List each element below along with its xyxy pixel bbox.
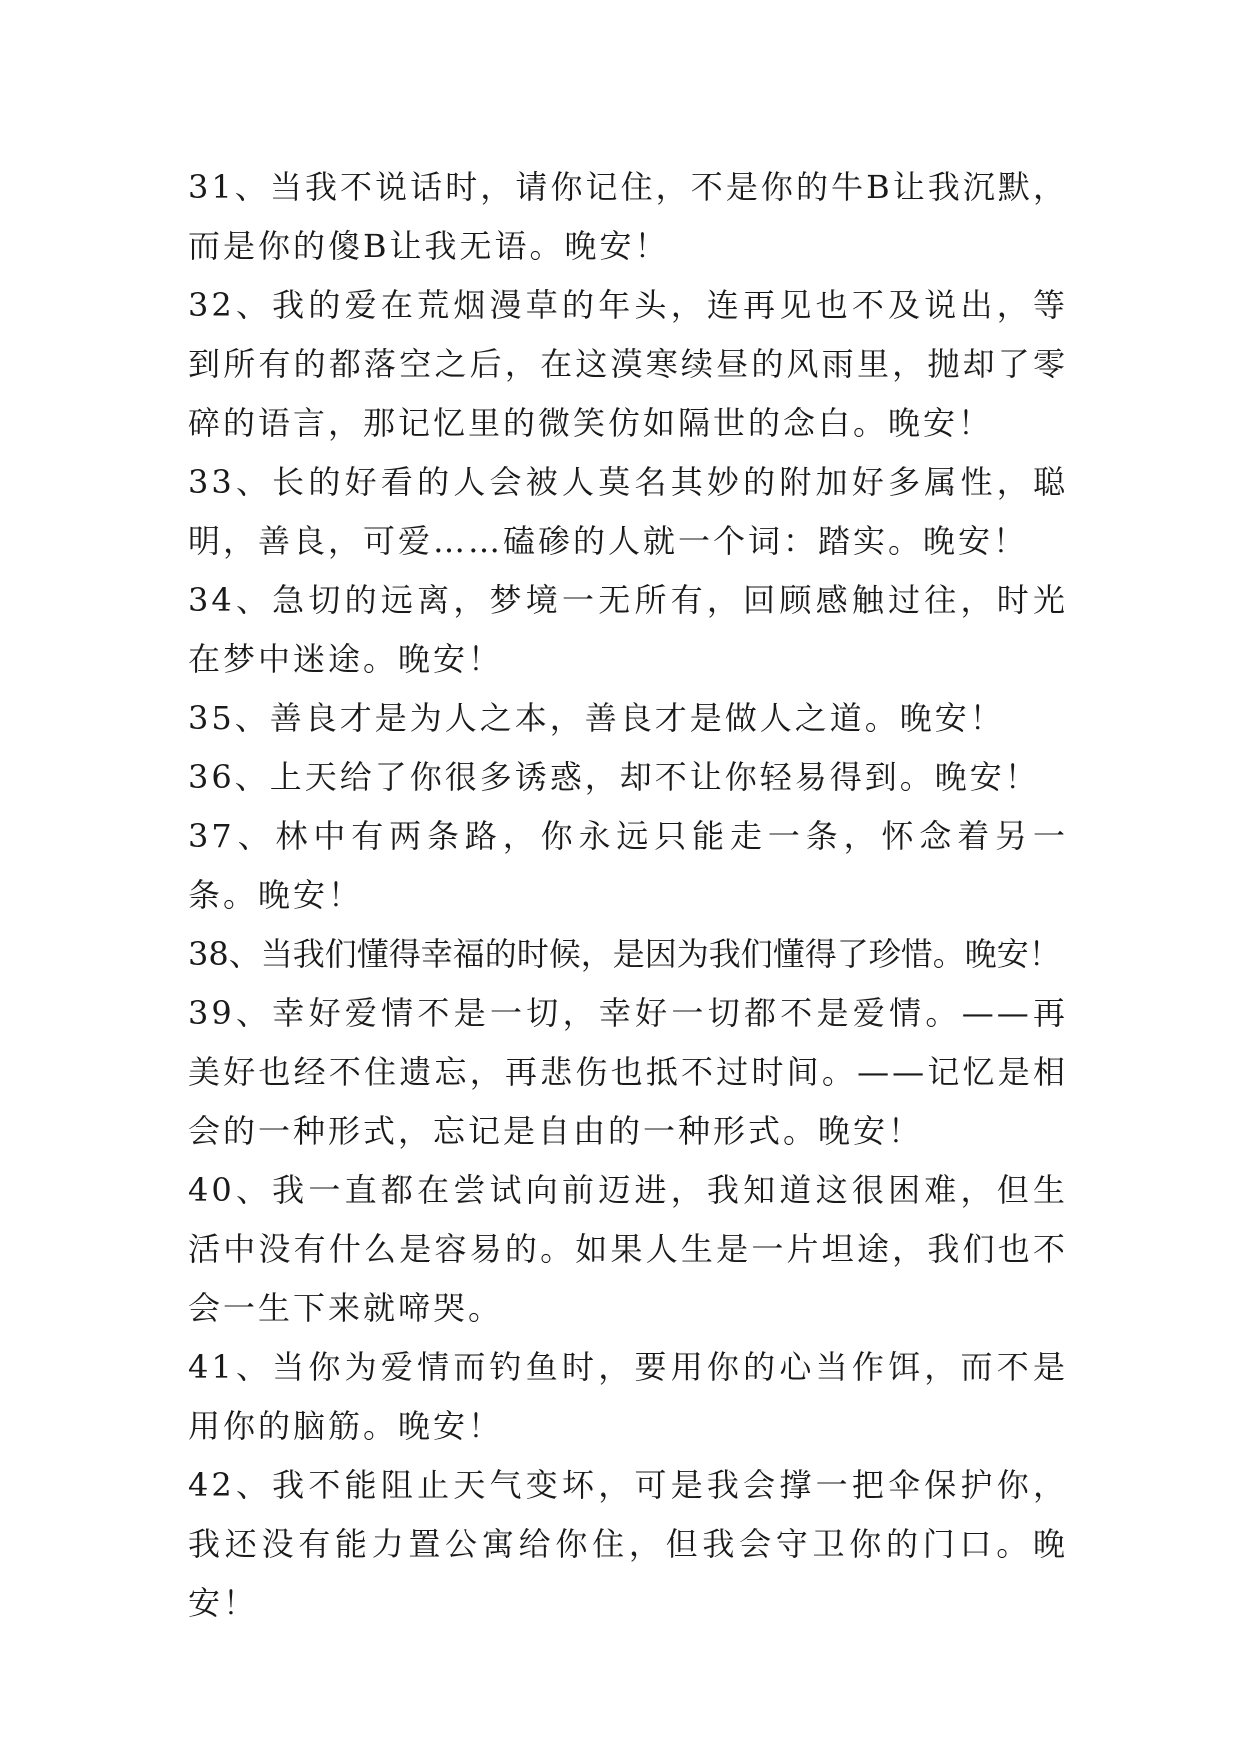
entry-38: 38、当我们懂得幸福的时候，是因为我们懂得了珍惜。晚安！	[188, 935, 1061, 973]
entry-42: 42、我不能阻止天气变坏，可是我会撑一把伞保护你，我还没有能力置公寓给你住，但我会守卫你的门口。晚安！	[188, 1466, 1068, 1622]
entry-31: 31、当我不说话时，请你记住，不是你的牛B让我沉默，而是你的傻B让我无语。晚安！	[188, 168, 1068, 265]
entry-36: 36、上天给了你很多诱惑，却不让你轻易得到。晚安！	[188, 758, 1040, 796]
entry-33: 33、长的好看的人会被人莫名其妙的附加好多属性，聪明，善良，可爱……磕碜的人就一个词：踏实。晚安！	[188, 463, 1068, 560]
entry-40: 40、我一直都在尝试向前迈进，我知道这很困难，但生活中没有什么是容易的。如果人生是一片坦途，我们也不会一生下来就啼哭。	[188, 1171, 1068, 1327]
document-body	[188, 158, 1068, 1633]
entry-32: 32、我的爱在荒烟漫草的年头，连再见也不及说出，等到所有的都落空之后，在这漠寒续昼的风雨里，抛却了零碎的语言，那记忆里的微笑仿如隔世的念白。晚安！	[188, 286, 1068, 442]
entry-41: 41、当你为爱情而钓鱼时，要用你的心当作饵，而不是用你的脑筋。晚安！	[188, 1348, 1068, 1445]
entry-34: 34、急切的远离，梦境一无所有，回顾感触过往，时光在梦中迷途。晚安！	[188, 581, 1068, 678]
entry-37: 37、林中有两条路，你永远只能走一条，怀念着另一条。晚安！	[188, 817, 1068, 914]
entry-39: 39、幸好爱情不是一切，幸好一切都不是爱情。——再美好也经不住遗忘，再悲伤也抵不过时间。——记忆是相会的一种形式，忘记是自由的一种形式。晚安！	[188, 994, 1068, 1150]
entry-35: 35、善良才是为人之本，善良才是做人之道。晚安！	[188, 699, 1005, 737]
